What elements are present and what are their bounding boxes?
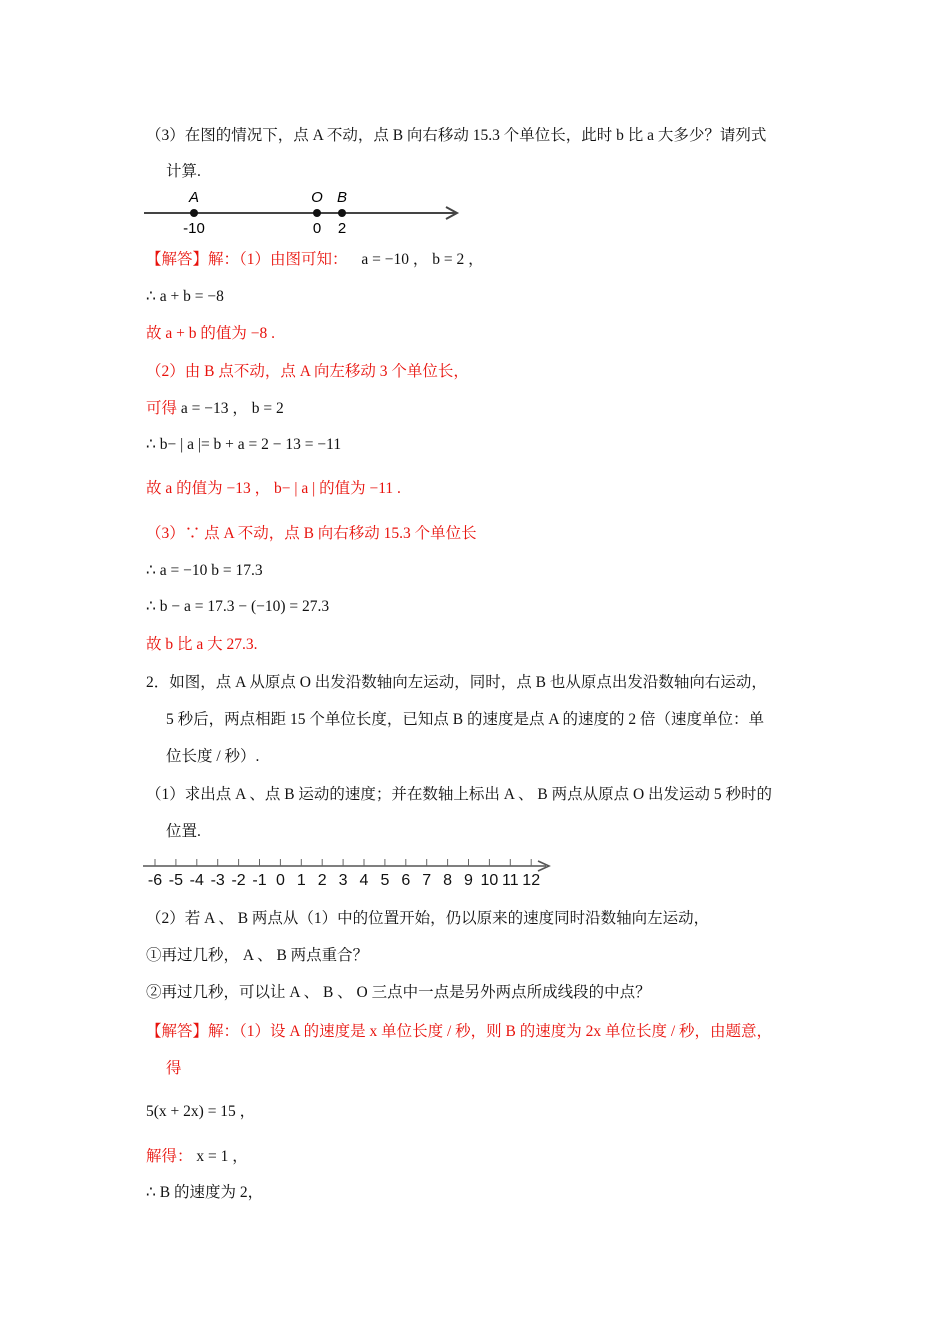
point-b-label: B	[336, 189, 348, 206]
tick-label: 11	[501, 872, 519, 889]
q2-part2-b: ②再过几秒，可以让 A 、 B 、 O 三点中一点是另外两点所成线段的中点？	[146, 984, 651, 1001]
answer-1-text: 解：（1）由图可知：	[208, 251, 348, 268]
tick-label: 7	[422, 872, 432, 889]
number-line-1	[140, 186, 470, 238]
point-o-label: O	[311, 189, 323, 206]
tick-label: 5	[380, 872, 390, 889]
answer-1-line5	[146, 399, 284, 419]
answer-1-line4: （2）由 B 点不动，点 A 向左移动 3 个单位长，	[146, 363, 469, 380]
q2-part2-a: ①再过几秒， A 、 B 两点重合？	[146, 947, 369, 964]
answer-1-line8: （3）∵ 点 A 不动，点 B 向右移动 15.3 个单位长	[146, 525, 477, 542]
tick-label: -4	[189, 872, 204, 889]
answer-2-line4-text: 解得：	[146, 1148, 193, 1165]
tick-label: -3	[210, 872, 225, 889]
answer-1-line6: ∴ b− | a |= b + a = 2 − 13 = −11	[146, 436, 342, 453]
answer-tag: 【解答】	[146, 251, 209, 268]
q2-part2: （2）若 A 、 B 两点从（1）中的位置开始，仍以原来的速度同时沿数轴向左运动，	[146, 910, 710, 927]
tick-label: -6	[147, 872, 163, 889]
number-line-2-ticks	[155, 859, 531, 866]
answer-1-line10: ∴ b − a = 17.3 − (−10) = 27.3	[146, 598, 330, 615]
answer-1-line11: 故 b 比 a 大 27.3.	[146, 636, 258, 653]
q2-part1-line2: 位置.	[166, 823, 201, 840]
answer-2-line4-math: x = 1 ，	[196, 1148, 248, 1165]
q2-part1-line1: （1）求出点 A 、点 B 运动的速度；并在数轴上标出 A 、 B 两点从原点 O 出发运动 5 秒时的	[146, 786, 773, 803]
q1-part3-line1: （3）在图的情况下，点 A 不动，点 B 向右移动 15.3 个单位长，此时 b 比 a 大多少？请列式	[146, 127, 767, 144]
tick-label: 1	[296, 872, 306, 889]
answer-1-math: a = −10 ， b = 2 ，	[361, 251, 484, 268]
answer-2-tag: 【解答】	[146, 1023, 209, 1040]
tick-label: 6	[401, 872, 411, 889]
number-line-2-labels	[148, 872, 540, 889]
answer-1-line7: 故 a 的值为 −13 ， b− | a | 的值为 −11 .	[146, 480, 401, 497]
answer-2-line3: 5(x + 2x) = 15 ，	[146, 1103, 256, 1120]
tick-label: 4	[359, 872, 369, 889]
q2-line3: 位长度 / 秒）.	[166, 748, 260, 765]
point-o-dot	[313, 209, 321, 217]
point-a-dot	[190, 209, 198, 217]
tick-label: -1	[252, 872, 267, 889]
tick-label: 9	[464, 872, 473, 889]
q2-line2: 5 秒后，两点相距 15 个单位长度，已知点 B 的速度是点 A 的速度的 2 倍（速度单位：单	[166, 711, 765, 728]
answer-1-line5-math: a = −13 ， b = 2	[180, 400, 284, 417]
tick-label: 8	[443, 872, 453, 889]
tick-label-2: 2	[337, 220, 347, 237]
tick-label: 12	[522, 872, 541, 889]
answer-2-line1-text: 解：（1）设 A 的速度是 x 单位长度 / 秒，则 B 的速度为 2x 单位长度 / 秒，由题意，	[208, 1023, 773, 1040]
answer-2-line1	[146, 1022, 772, 1042]
answer-2-line2: 得	[166, 1060, 182, 1077]
tick-label: 2	[317, 872, 327, 889]
tick-label: 0	[275, 872, 285, 889]
tick-label-0: 0	[312, 220, 322, 237]
answer-1-line9: ∴ a = −10 b = 17.3	[146, 562, 263, 579]
q1-part3-line2: 计算.	[166, 163, 201, 180]
tick-label-minus10: -10	[183, 220, 205, 237]
point-a-label: A	[188, 189, 200, 206]
tick-label: 10	[480, 872, 499, 889]
answer-1-line1	[146, 250, 484, 270]
answer-2-line5: ∴ B 的速度为 2，	[146, 1184, 264, 1201]
tick-label: 3	[338, 872, 348, 889]
number-line-2	[140, 850, 560, 892]
tick-label: -5	[168, 872, 184, 889]
answer-1-line5-text: 可得	[146, 400, 178, 417]
q2-line1: 2．如图，点 A 从原点 O 出发沿数轴向左运动，同时，点 B 也从原点出发沿数轴向右运动，	[146, 674, 767, 691]
answer-2-line4	[146, 1147, 248, 1167]
answer-1-line2: ∴ a + b = −8	[146, 288, 224, 305]
answer-1-line3: 故 a + b 的值为 −8 .	[146, 325, 275, 342]
tick-label: -2	[231, 872, 246, 889]
point-b-dot	[338, 209, 346, 217]
